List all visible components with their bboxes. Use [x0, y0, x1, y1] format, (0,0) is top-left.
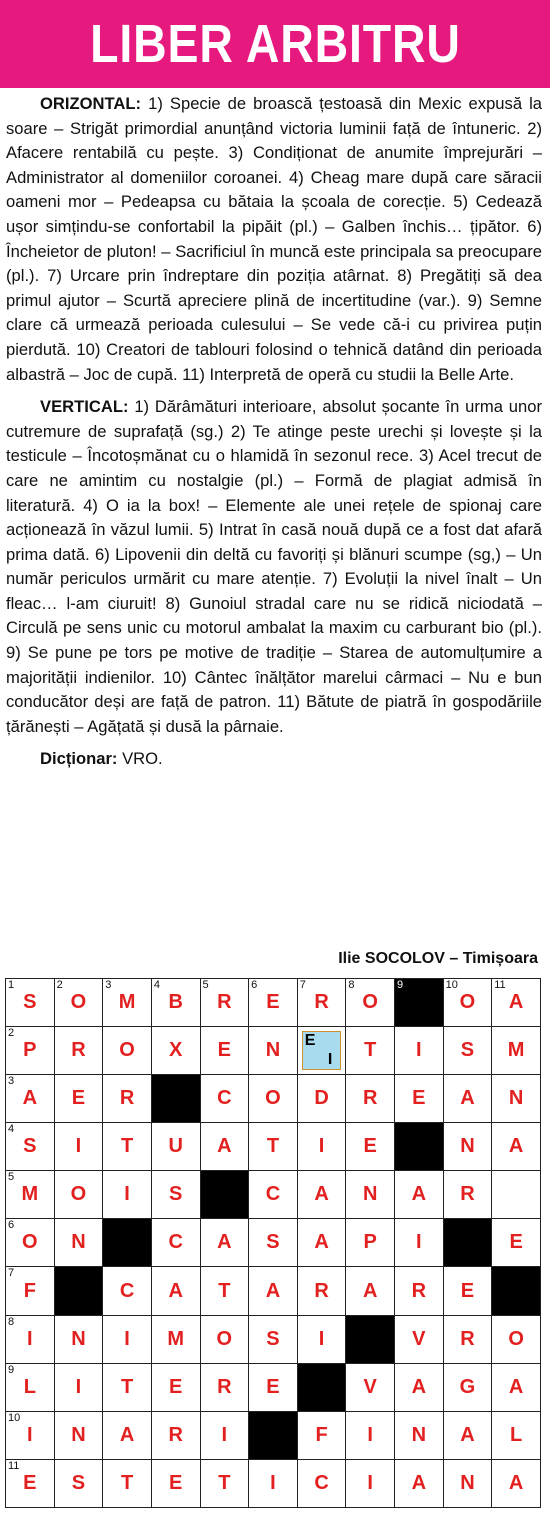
- grid-row: [6, 979, 541, 1027]
- cell-letter: T: [266, 1135, 280, 1158]
- grid-cell[interactable]: [297, 1027, 346, 1075]
- grid-cell[interactable]: [200, 1459, 249, 1507]
- vertical-label: VERTICAL:: [40, 397, 129, 417]
- grid-cell[interactable]: [200, 1123, 249, 1171]
- cell-letter: R: [411, 1279, 427, 1302]
- grid-cell[interactable]: [6, 1363, 55, 1411]
- grid-cell[interactable]: [395, 1267, 444, 1315]
- cell-letter: I: [124, 1183, 130, 1206]
- grid-cell[interactable]: [297, 1075, 346, 1123]
- cell-letter: M: [507, 1039, 525, 1062]
- cell-letter: I: [75, 1375, 82, 1398]
- grid-cell[interactable]: [200, 1267, 249, 1315]
- cell-letter: A: [314, 1231, 329, 1254]
- grid-cell[interactable]: [200, 1219, 249, 1267]
- page-title: LIBER ARBITRU: [89, 14, 461, 74]
- cell-letter: O: [508, 1327, 524, 1350]
- grid-cell[interactable]: [151, 1363, 200, 1411]
- grid-cell[interactable]: [151, 1459, 200, 1507]
- cell-letter: A: [460, 1087, 475, 1110]
- cell-letter: O: [22, 1231, 38, 1254]
- grid-cell[interactable]: [6, 1411, 55, 1459]
- cell-number: 11: [8, 1459, 20, 1472]
- cell-letter: T: [120, 1135, 134, 1158]
- cell-letter: E: [71, 1087, 86, 1110]
- author-credit: Ilie SOCOLOV – Timișoara: [338, 950, 538, 967]
- black-cell: [492, 1267, 541, 1315]
- cell-letter: T: [120, 1471, 134, 1494]
- cell-letter: S: [266, 1231, 280, 1254]
- grid-cell[interactable]: [492, 1411, 541, 1459]
- double-letter-i: I: [327, 1051, 333, 1069]
- cell-letter: T: [120, 1375, 134, 1398]
- grid-cell[interactable]: [103, 1459, 152, 1507]
- cell-letter: F: [315, 1423, 328, 1446]
- grid-row: [6, 1411, 541, 1459]
- cell-number: 5: [202, 979, 209, 991]
- cell-letter: I: [27, 1423, 33, 1446]
- grid-cell[interactable]: [200, 1363, 249, 1411]
- cell-number: 9: [397, 979, 404, 991]
- grid-row: [6, 1459, 541, 1507]
- grid-cell[interactable]: [103, 1411, 152, 1459]
- grid-cell[interactable]: [103, 979, 152, 1027]
- grid-cell[interactable]: [151, 1315, 200, 1363]
- grid-cell[interactable]: [346, 1171, 395, 1219]
- cell-letter: I: [124, 1327, 130, 1350]
- grid-cell[interactable]: [151, 1027, 200, 1075]
- cell-letter: C: [119, 1279, 135, 1302]
- black-cell: [200, 1171, 249, 1219]
- grid-cell[interactable]: [6, 1027, 55, 1075]
- grid-cell[interactable]: [346, 1411, 395, 1459]
- grid-cell[interactable]: [6, 1459, 55, 1507]
- grid-cell[interactable]: [249, 1123, 298, 1171]
- cell-letter: T: [364, 1039, 377, 1062]
- cell-letter: R: [460, 1327, 475, 1350]
- grid-cell[interactable]: [492, 1459, 541, 1507]
- cell-letter: E: [266, 991, 280, 1014]
- grid-cell[interactable]: [297, 1171, 346, 1219]
- cell-letter: C: [168, 1231, 183, 1254]
- cell-letter: N: [71, 1423, 86, 1446]
- grid-cell[interactable]: [395, 1459, 444, 1507]
- ei-double-letter-box: [302, 1031, 342, 1070]
- grid-cell[interactable]: [249, 1267, 298, 1315]
- grid-row: [6, 1219, 541, 1267]
- grid-cell[interactable]: [6, 1075, 55, 1123]
- cell-letter: O: [265, 1087, 281, 1110]
- cell-letter: D: [314, 1087, 329, 1110]
- grid-cell[interactable]: [492, 1363, 541, 1411]
- grid-cell[interactable]: [492, 1219, 541, 1267]
- grid-cell[interactable]: [297, 1267, 346, 1315]
- grid-cell[interactable]: [200, 979, 249, 1027]
- cell-number: 1: [8, 979, 15, 991]
- grid-cell[interactable]: [346, 1219, 395, 1267]
- cell-letter: U: [168, 1135, 183, 1158]
- black-cell: [297, 1363, 346, 1411]
- cell-letter: P: [363, 1231, 377, 1254]
- grid-cell[interactable]: [443, 1411, 492, 1459]
- black-cell: [103, 1219, 152, 1267]
- grid-row: [6, 1075, 541, 1123]
- cell-number: 7: [299, 979, 306, 991]
- dictionary: [6, 747, 542, 772]
- grid-cell[interactable]: [151, 1171, 200, 1219]
- cell-letter: O: [216, 1327, 233, 1350]
- grid-cell[interactable]: [200, 1027, 249, 1075]
- cell-letter: E: [217, 1039, 231, 1062]
- cell-letter: I: [318, 1135, 325, 1158]
- cell-letter: A: [119, 1423, 135, 1446]
- cell-number: 2: [56, 979, 63, 991]
- black-cell: [249, 1411, 298, 1459]
- cell-letter: A: [22, 1087, 38, 1110]
- cell-letter: A: [508, 1375, 524, 1398]
- grid-cell[interactable]: [443, 1315, 492, 1363]
- cell-number: 11: [494, 979, 506, 991]
- cell-number: 4: [153, 979, 160, 991]
- grid-cell[interactable]: [395, 1219, 444, 1267]
- cell-letter: S: [169, 1183, 183, 1206]
- grid-cell[interactable]: [6, 1315, 55, 1363]
- cell-letter: A: [217, 1135, 232, 1158]
- cell-letter: A: [217, 1231, 232, 1254]
- cell-number: 2: [8, 1027, 15, 1040]
- cell-letter: O: [362, 991, 378, 1014]
- cell-letter: I: [416, 1231, 422, 1254]
- grid-cell[interactable]: [54, 1171, 103, 1219]
- black-cell: [443, 1219, 492, 1267]
- grid-cell[interactable]: [103, 1027, 152, 1075]
- cell-letter: M: [167, 1327, 185, 1350]
- grid-cell[interactable]: [151, 1411, 200, 1459]
- grid-cell[interactable]: [297, 1315, 346, 1363]
- grid-cell[interactable]: [103, 1363, 152, 1411]
- cell-letter: I: [75, 1135, 82, 1158]
- grid-cell[interactable]: [443, 1027, 492, 1075]
- grid-cell[interactable]: [151, 1267, 200, 1315]
- cell-letter: I: [27, 1327, 33, 1350]
- cell-letter: I: [367, 1471, 373, 1494]
- black-cell: [151, 1075, 200, 1123]
- cell-letter: R: [217, 1375, 232, 1398]
- cell-letter: G: [459, 1375, 476, 1398]
- cell-number: 6: [8, 1219, 15, 1232]
- cell-letter: O: [70, 991, 87, 1014]
- cell-letter: R: [71, 1039, 86, 1062]
- grid-cell[interactable]: [395, 1075, 444, 1123]
- grid-cell[interactable]: [200, 1075, 249, 1123]
- grid-cell[interactable]: [103, 1075, 152, 1123]
- grid-cell[interactable]: [443, 979, 492, 1027]
- grid-cell[interactable]: [346, 1267, 395, 1315]
- grid-cell[interactable]: [346, 1123, 395, 1171]
- grid-cell[interactable]: [492, 1315, 541, 1363]
- grid-cell[interactable]: [443, 1267, 492, 1315]
- grid-cell[interactable]: [297, 1411, 346, 1459]
- cell-letter: S: [460, 1039, 475, 1062]
- grid-cell[interactable]: [395, 1411, 444, 1459]
- grid-cell[interactable]: [443, 1075, 492, 1123]
- grid-row: [6, 1315, 541, 1363]
- cell-letter: O: [119, 1039, 135, 1062]
- grid-cell[interactable]: [249, 979, 298, 1027]
- cell-letter: V: [363, 1375, 377, 1398]
- grid-cell[interactable]: [54, 1027, 103, 1075]
- grid-cell[interactable]: [492, 1123, 541, 1171]
- cell-letter: N: [265, 1039, 281, 1062]
- cell-letter: P: [23, 1039, 37, 1062]
- cell-letter: C: [314, 1471, 329, 1494]
- grid-cell[interactable]: [54, 1123, 103, 1171]
- black-cell: [54, 1267, 103, 1315]
- grid-cell[interactable]: [54, 1411, 103, 1459]
- cell-number: 6: [251, 979, 258, 991]
- cell-number: 9: [8, 1363, 15, 1376]
- cell-letter: E: [266, 1375, 280, 1398]
- cell-letter: M: [118, 991, 136, 1014]
- cell-letter: I: [318, 1327, 325, 1350]
- cell-letter: E: [363, 1135, 377, 1158]
- cell-letter: N: [411, 1423, 427, 1446]
- grid-cell[interactable]: [103, 1171, 152, 1219]
- cell-letter: A: [362, 1279, 378, 1302]
- cell-letter: R: [314, 1279, 329, 1302]
- cell-letter: N: [362, 1183, 378, 1206]
- header-banner: [0, 0, 550, 88]
- crossword-table: [5, 978, 541, 1508]
- cell-letter: L: [23, 1375, 36, 1398]
- cell-number: 7: [8, 1267, 15, 1280]
- cell-letter: R: [460, 1183, 475, 1206]
- grid-cell[interactable]: [249, 1171, 298, 1219]
- cell-letter: R: [168, 1423, 183, 1446]
- cell-letter: V: [412, 1327, 426, 1350]
- cell-number: 10: [445, 979, 458, 991]
- cell-letter: C: [217, 1087, 232, 1110]
- grid-cell[interactable]: [54, 1363, 103, 1411]
- cell-letter: I: [367, 1423, 373, 1446]
- cell-letter: M: [21, 1183, 39, 1206]
- grid-cell[interactable]: [6, 1171, 55, 1219]
- grid-cell[interactable]: [103, 1267, 152, 1315]
- grid-cell[interactable]: [249, 1027, 298, 1075]
- grid-cell[interactable]: [492, 1027, 541, 1075]
- cell-letter: O: [459, 991, 476, 1014]
- cell-number: 5: [8, 1171, 15, 1184]
- cell-number: 4: [8, 1123, 15, 1136]
- cell-letter: R: [217, 991, 232, 1014]
- grid-cell[interactable]: [103, 1315, 152, 1363]
- horizontal-label: ORIZONTAL:: [40, 94, 142, 113]
- grid-cell[interactable]: [249, 1315, 298, 1363]
- grid-cell[interactable]: [249, 1219, 298, 1267]
- cell-letter: T: [218, 1471, 231, 1494]
- grid-cell[interactable]: [443, 1123, 492, 1171]
- grid-cell[interactable]: [6, 1219, 55, 1267]
- grid-cell[interactable]: [395, 1171, 444, 1219]
- double-letter-e: E: [304, 1032, 316, 1050]
- cell-letter: C: [265, 1183, 281, 1206]
- crossword-grid: [5, 978, 541, 1508]
- grid-cell[interactable]: [492, 1075, 541, 1123]
- grid-cell[interactable]: [395, 1315, 444, 1363]
- cell-letter: R: [119, 1087, 135, 1110]
- grid-cell[interactable]: [6, 979, 55, 1027]
- grid-cell[interactable]: [297, 1123, 346, 1171]
- grid-cell[interactable]: [395, 1027, 444, 1075]
- cell-number: 3: [8, 1075, 15, 1088]
- grid-cell[interactable]: [346, 979, 395, 1027]
- clues-section: [6, 92, 542, 780]
- grid-cell[interactable]: [492, 979, 541, 1027]
- cell-letter: L: [510, 1423, 523, 1446]
- cell-number: 8: [8, 1315, 15, 1328]
- cell-letter: N: [71, 1327, 86, 1350]
- grid-cell[interactable]: [395, 1363, 444, 1411]
- cell-letter: S: [23, 1135, 37, 1158]
- grid-row: [6, 1267, 541, 1315]
- cell-letter: I: [270, 1471, 276, 1494]
- cell-letter: F: [23, 1279, 36, 1302]
- cell-number: 3: [105, 979, 112, 991]
- cell-letter: A: [411, 1183, 427, 1206]
- grid-row: [6, 1027, 541, 1075]
- grid-cell[interactable]: [443, 1363, 492, 1411]
- grid-cell[interactable]: [200, 1315, 249, 1363]
- cell-letter: A: [265, 1279, 281, 1302]
- cell-number: 8: [348, 979, 355, 991]
- grid-cell[interactable]: [54, 1459, 103, 1507]
- cell-letter: A: [508, 1471, 524, 1494]
- grid-cell[interactable]: [54, 979, 103, 1027]
- grid-cell[interactable]: [443, 1171, 492, 1219]
- grid-cell[interactable]: [297, 1219, 346, 1267]
- horizontal-text: 1) Specie de broască țestoasă din Mexic expusă la soare – Strigăt primordial anunțând victoria luminii față de întuneric. 2) Afacere rentabilă cu pește. 3) Condiționat de anumite împrejurări – Administrator al domeniilor coroanei. 4) Cheag mare după care săracii oameni mor – Pedeapsa cu bătaia la școala de corecție. 5) Cedează ușor simțindu-se confortabil la pipăit (pl.) – Galben închis… țipător. 6) Încheietor de pluton! – Sacrificiul în muncă este principala sa preocupare (pl.). 7) Urcare prin îndreptare din poziția atârnat. 8) Pregătiți să dea primul ajutor – Scurtă apreciere plină de incertitudine (var.). 9) Semne clare că urmează perioada culesului – Se vede că-i cu privirea puțin pierdută. 10) Creatori de tablouri folosind o tehnică datând din perioada albastră – Joc de cupă. 11) Interpretă de operă cu studii la Belle Arte.: [6, 94, 542, 384]
- cell-letter: N: [460, 1471, 475, 1494]
- cell-letter: S: [266, 1327, 280, 1350]
- cell-letter: I: [221, 1423, 228, 1446]
- dictionary-text: VRO.: [122, 749, 163, 769]
- cell-letter: R: [362, 1087, 378, 1110]
- grid-cell[interactable]: [151, 1123, 200, 1171]
- cell-letter: S: [23, 991, 37, 1014]
- vertical-clues: [6, 395, 542, 739]
- cell-letter: E: [23, 1471, 37, 1494]
- cell-letter: O: [70, 1183, 87, 1206]
- grid-cell[interactable]: [346, 1363, 395, 1411]
- grid-cell[interactable]: [54, 1075, 103, 1123]
- grid-cell[interactable]: [297, 979, 346, 1027]
- grid-cell[interactable]: [297, 1459, 346, 1507]
- cell-letter: I: [416, 1039, 422, 1062]
- grid-cell[interactable]: [54, 1219, 103, 1267]
- grid-cell[interactable]: [6, 1123, 55, 1171]
- grid-cell[interactable]: [151, 979, 200, 1027]
- grid-cell[interactable]: [54, 1315, 103, 1363]
- cell-letter: E: [169, 1375, 183, 1398]
- cell-letter: X: [169, 1039, 183, 1062]
- cell-letter: E: [460, 1279, 475, 1302]
- cell-letter: S: [71, 1471, 86, 1494]
- cell-letter: R: [314, 991, 329, 1014]
- grid-cell[interactable]: [346, 1027, 395, 1075]
- cell-letter: T: [218, 1279, 231, 1302]
- cell-letter: A: [411, 1375, 427, 1398]
- grid-cell[interactable]: [443, 1459, 492, 1507]
- grid-cell[interactable]: [346, 1075, 395, 1123]
- cell-letter: A: [411, 1471, 427, 1494]
- cell-letter: A: [508, 1135, 524, 1158]
- cell-letter: E: [169, 1471, 183, 1494]
- cell-letter: A: [314, 1183, 329, 1206]
- grid-cell[interactable]: [200, 1411, 249, 1459]
- horizontal-clues: [6, 92, 542, 387]
- grid-row: [6, 1363, 541, 1411]
- grid-cell[interactable]: [103, 1123, 152, 1171]
- cell-letter: A: [460, 1423, 475, 1446]
- grid-cell[interactable]: [346, 1459, 395, 1507]
- cell-letter: A: [168, 1279, 183, 1302]
- grid-cell[interactable]: [249, 1075, 298, 1123]
- grid-row: [6, 1123, 541, 1171]
- cell-letter: E: [509, 1231, 523, 1254]
- grid-cell[interactable]: [6, 1267, 55, 1315]
- grid-cell[interactable]: [249, 1363, 298, 1411]
- vertical-text: 1) Dărâmături interioare, absolut șocante în urma unor cutremure de suprafață (sg.) 2) Te atinge peste urechi și lovește și la testicule – Încotoșmănat cu o hlamidă în sezonul rece. 3) Acel trecut de care ne amintim cu nostalgie (pl.) – Formă de plagiat admisă în literatură. 4) O ia la box! – Elemente ale unei rețele de spionaj care acționează în văzul lumii. 5) Intrat în casă nouă după ce a fost dat afară prima dată. 6) Lipovenii din deltă cu favoriți și blănuri scumpe (sg,) – Un număr periculos urmărit cu mare atenție. 7) Evoluții la nivel înalt – Un fleac… l-am ciuruit! 8) Gunoiul stradal care nu se ridică niciodată – Circulă pe sens unic cu motorul ambalat la maxim cu carburant bio (pl.). 9) Se pune pe tors pe motive de tradiție – Starea de automulțumire a majorității indienilor. 10) Cântec înălțător marelui cârmaci – Nu e bun conducător deși are față de patron. 11) Bătute de piatră în gospodăriile țărănești – Agățată și dusă la pârnaie.: [6, 397, 542, 736]
- cell-letter: A: [508, 991, 524, 1014]
- cell-letter: N: [71, 1231, 86, 1254]
- grid-cell[interactable]: [249, 1459, 298, 1507]
- black-cell: [395, 979, 444, 1027]
- grid-cell[interactable]: [492, 1171, 541, 1219]
- black-cell: [346, 1315, 395, 1363]
- grid-row: [6, 1171, 541, 1219]
- cell-letter: N: [460, 1135, 475, 1158]
- cell-letter: E: [412, 1087, 426, 1110]
- grid-cell[interactable]: [151, 1219, 200, 1267]
- cell-number: 10: [8, 1411, 21, 1424]
- cell-letter: B: [168, 991, 183, 1014]
- dictionary-label: Dicționar:: [40, 749, 118, 769]
- black-cell: [395, 1123, 444, 1171]
- cell-letter: N: [508, 1087, 524, 1110]
